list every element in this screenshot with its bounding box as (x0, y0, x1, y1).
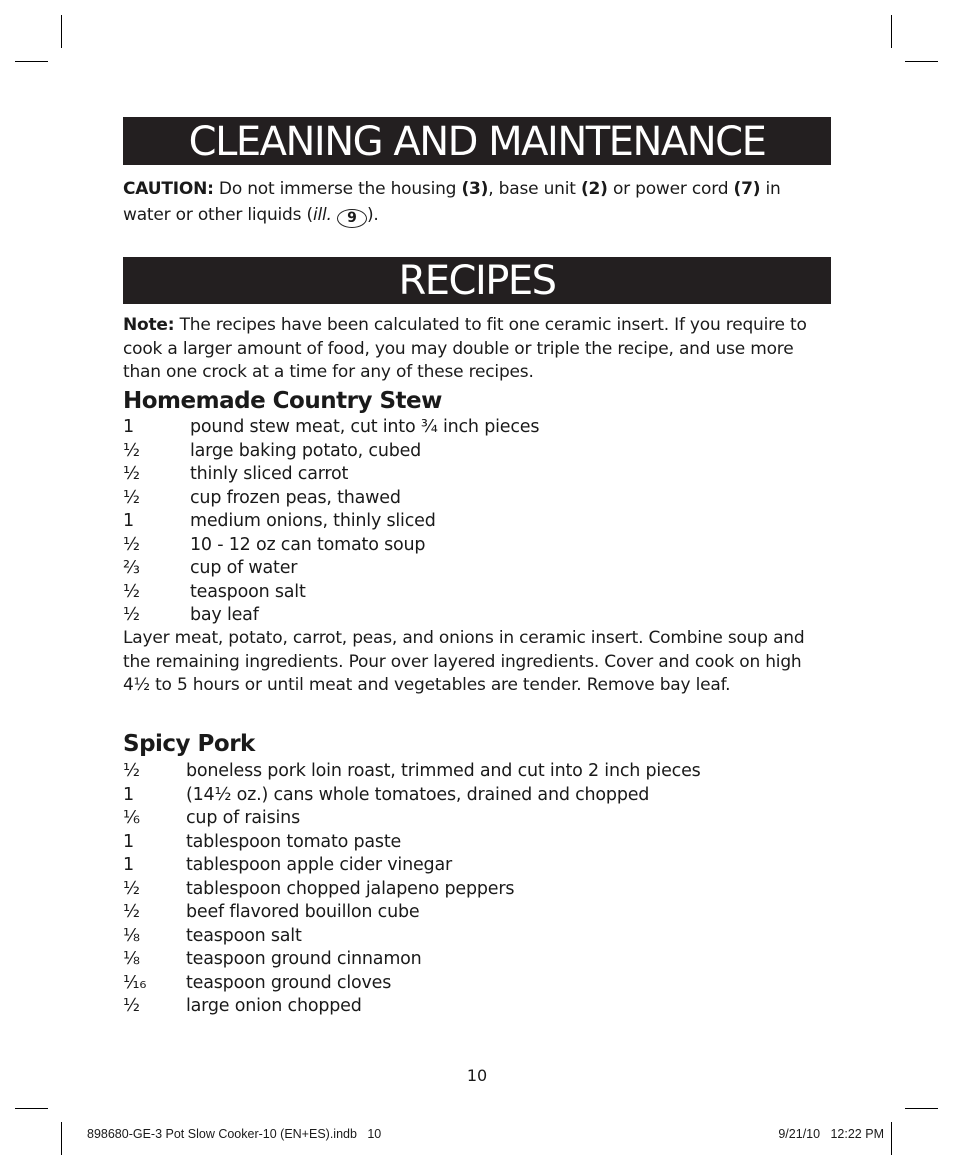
list-item (123, 995, 831, 1019)
ingredient-name: cup frozen peas, thawed (190, 487, 401, 508)
ref-power-cord: (7) (733, 179, 761, 199)
ingredient-name: teaspoon ground cinnamon (186, 949, 422, 969)
ingredient-qty: ⅛ (123, 949, 140, 969)
ingredient-name: teaspoon salt (190, 581, 306, 602)
ingredient-name: boneless pork loin roast, trimmed and cut into 2 inch pieces (186, 761, 701, 781)
list-item (123, 948, 831, 972)
list-item (123, 854, 831, 878)
ingredient-name: pound stew meat, cut into ¾ inch pieces (190, 417, 540, 437)
list-item (123, 581, 831, 605)
pork-title: Spicy Pork (123, 731, 255, 757)
ingredient-qty: ½ (123, 996, 140, 1016)
stew-title: Homemade Country Stew (123, 388, 442, 414)
list-item (123, 784, 831, 808)
ingredient-name: beef flavored bouillon cube (186, 902, 420, 922)
list-item (123, 557, 831, 581)
ingredient-qty: ⅛ (123, 925, 140, 946)
ingredient-qty: ⅔ (123, 558, 140, 578)
ingredient-name: teaspoon ground cloves (186, 972, 392, 993)
list-item (123, 972, 831, 996)
caution-paragraph (123, 176, 831, 228)
list-item (123, 878, 831, 902)
ingredient-name: tablespoon chopped jalapeno peppers (186, 878, 515, 899)
recipes-heading: RECIPES (123, 257, 831, 304)
list-item (123, 807, 831, 831)
caution-label: CAUTION: (123, 179, 214, 199)
list-item (123, 760, 831, 784)
ingredient-qty: 1 (123, 784, 134, 805)
cleaning-heading: CLEANING AND MAINTENANCE (123, 117, 831, 165)
list-item (123, 901, 831, 925)
ingredient-name: cup of water (190, 558, 298, 578)
ingredient-name: 10 - 12 oz can tomato soup (190, 534, 426, 555)
caution-text: in water or other liquids ( (123, 179, 781, 225)
ingredient-qty: ½ (123, 534, 140, 555)
ingredient-qty: ½ (123, 487, 140, 508)
ingredient-name: tablespoon tomato paste (186, 831, 402, 852)
ingredient-name: medium onions, thinly sliced (190, 511, 436, 531)
illustration-badge: 9 (337, 209, 367, 228)
caution-text: ). (366, 205, 379, 225)
crop-mark (61, 15, 62, 48)
ingredient-qty: ½ (123, 581, 140, 602)
ref-housing: (3) (461, 179, 489, 199)
footer-filename: 898680-GE-3 Pot Slow Cooker-10 (EN+ES).indb 10 (87, 1127, 382, 1141)
caution-text: or power cord (607, 179, 734, 199)
crop-mark (15, 61, 48, 62)
list-item (123, 487, 831, 511)
page-number: 10 (466, 1066, 488, 1085)
stew-ingredient-list (123, 416, 831, 628)
note-label: Note: (123, 315, 175, 335)
ingredient-name: large onion chopped (186, 996, 362, 1016)
list-item (123, 510, 831, 534)
ref-base-unit: (2) (580, 179, 608, 199)
ingredient-qty: ½ (123, 878, 140, 899)
ingredient-qty: ½ (123, 605, 140, 625)
crop-mark (61, 1122, 62, 1155)
ingredient-name: (14½ oz.) cans whole tomatoes, drained and chopped (186, 784, 650, 805)
ingredient-name: teaspoon salt (186, 925, 302, 946)
ingredient-qty: ½ (123, 440, 140, 461)
note-text: The recipes have been calculated to fit one ceramic insert. If you require to cook a larger amount of food, you may double or triple the recipe, and use more than one crock at a time for any of these recipes. (123, 315, 807, 382)
ingredient-qty: ¹⁄₁₆ (123, 972, 147, 993)
list-item (123, 925, 831, 949)
list-item (123, 440, 831, 464)
caution-text: Do not immerse the housing (213, 179, 462, 199)
ingredient-name: large baking potato, cubed (190, 440, 422, 461)
crop-mark (905, 61, 938, 62)
ingredient-qty: 1 (123, 855, 134, 875)
ingredient-qty: 1 (123, 831, 134, 852)
crop-mark (891, 1122, 892, 1155)
ill-label: ill. (312, 205, 332, 225)
crop-mark (15, 1108, 48, 1109)
ingredient-name: bay leaf (190, 605, 259, 625)
crop-mark (905, 1108, 938, 1109)
recipes-note (123, 314, 831, 385)
list-item (123, 534, 831, 558)
ingredient-qty: ½ (123, 464, 140, 484)
ingredient-name: cup of raisins (186, 808, 300, 828)
list-item (123, 604, 831, 628)
caution-text: , base unit (488, 179, 581, 199)
ingredient-name: thinly sliced carrot (190, 464, 349, 484)
crop-mark (891, 15, 892, 48)
stew-directions: Layer meat, potato, carrot, peas, and onions in ceramic insert. Combine soup and the remaining ingredients. Pour over layered ingredients. Cover and cook on high 4½ to 5 hours or until meat and vegetables are tender. Remove bay leaf. (123, 628, 805, 695)
ingredient-qty: ⅙ (123, 808, 140, 828)
ingredient-qty: 1 (123, 417, 134, 437)
list-item (123, 416, 831, 440)
footer-datetime: 9/21/10 12:22 PM (778, 1127, 884, 1141)
list-item (123, 831, 831, 855)
ingredient-name: tablespoon apple cider vinegar (186, 855, 452, 875)
ingredient-qty: ½ (123, 761, 140, 781)
list-item (123, 463, 831, 487)
pork-ingredient-list (123, 760, 831, 1019)
ingredient-qty: ½ (123, 902, 140, 922)
ingredient-qty: 1 (123, 511, 134, 531)
